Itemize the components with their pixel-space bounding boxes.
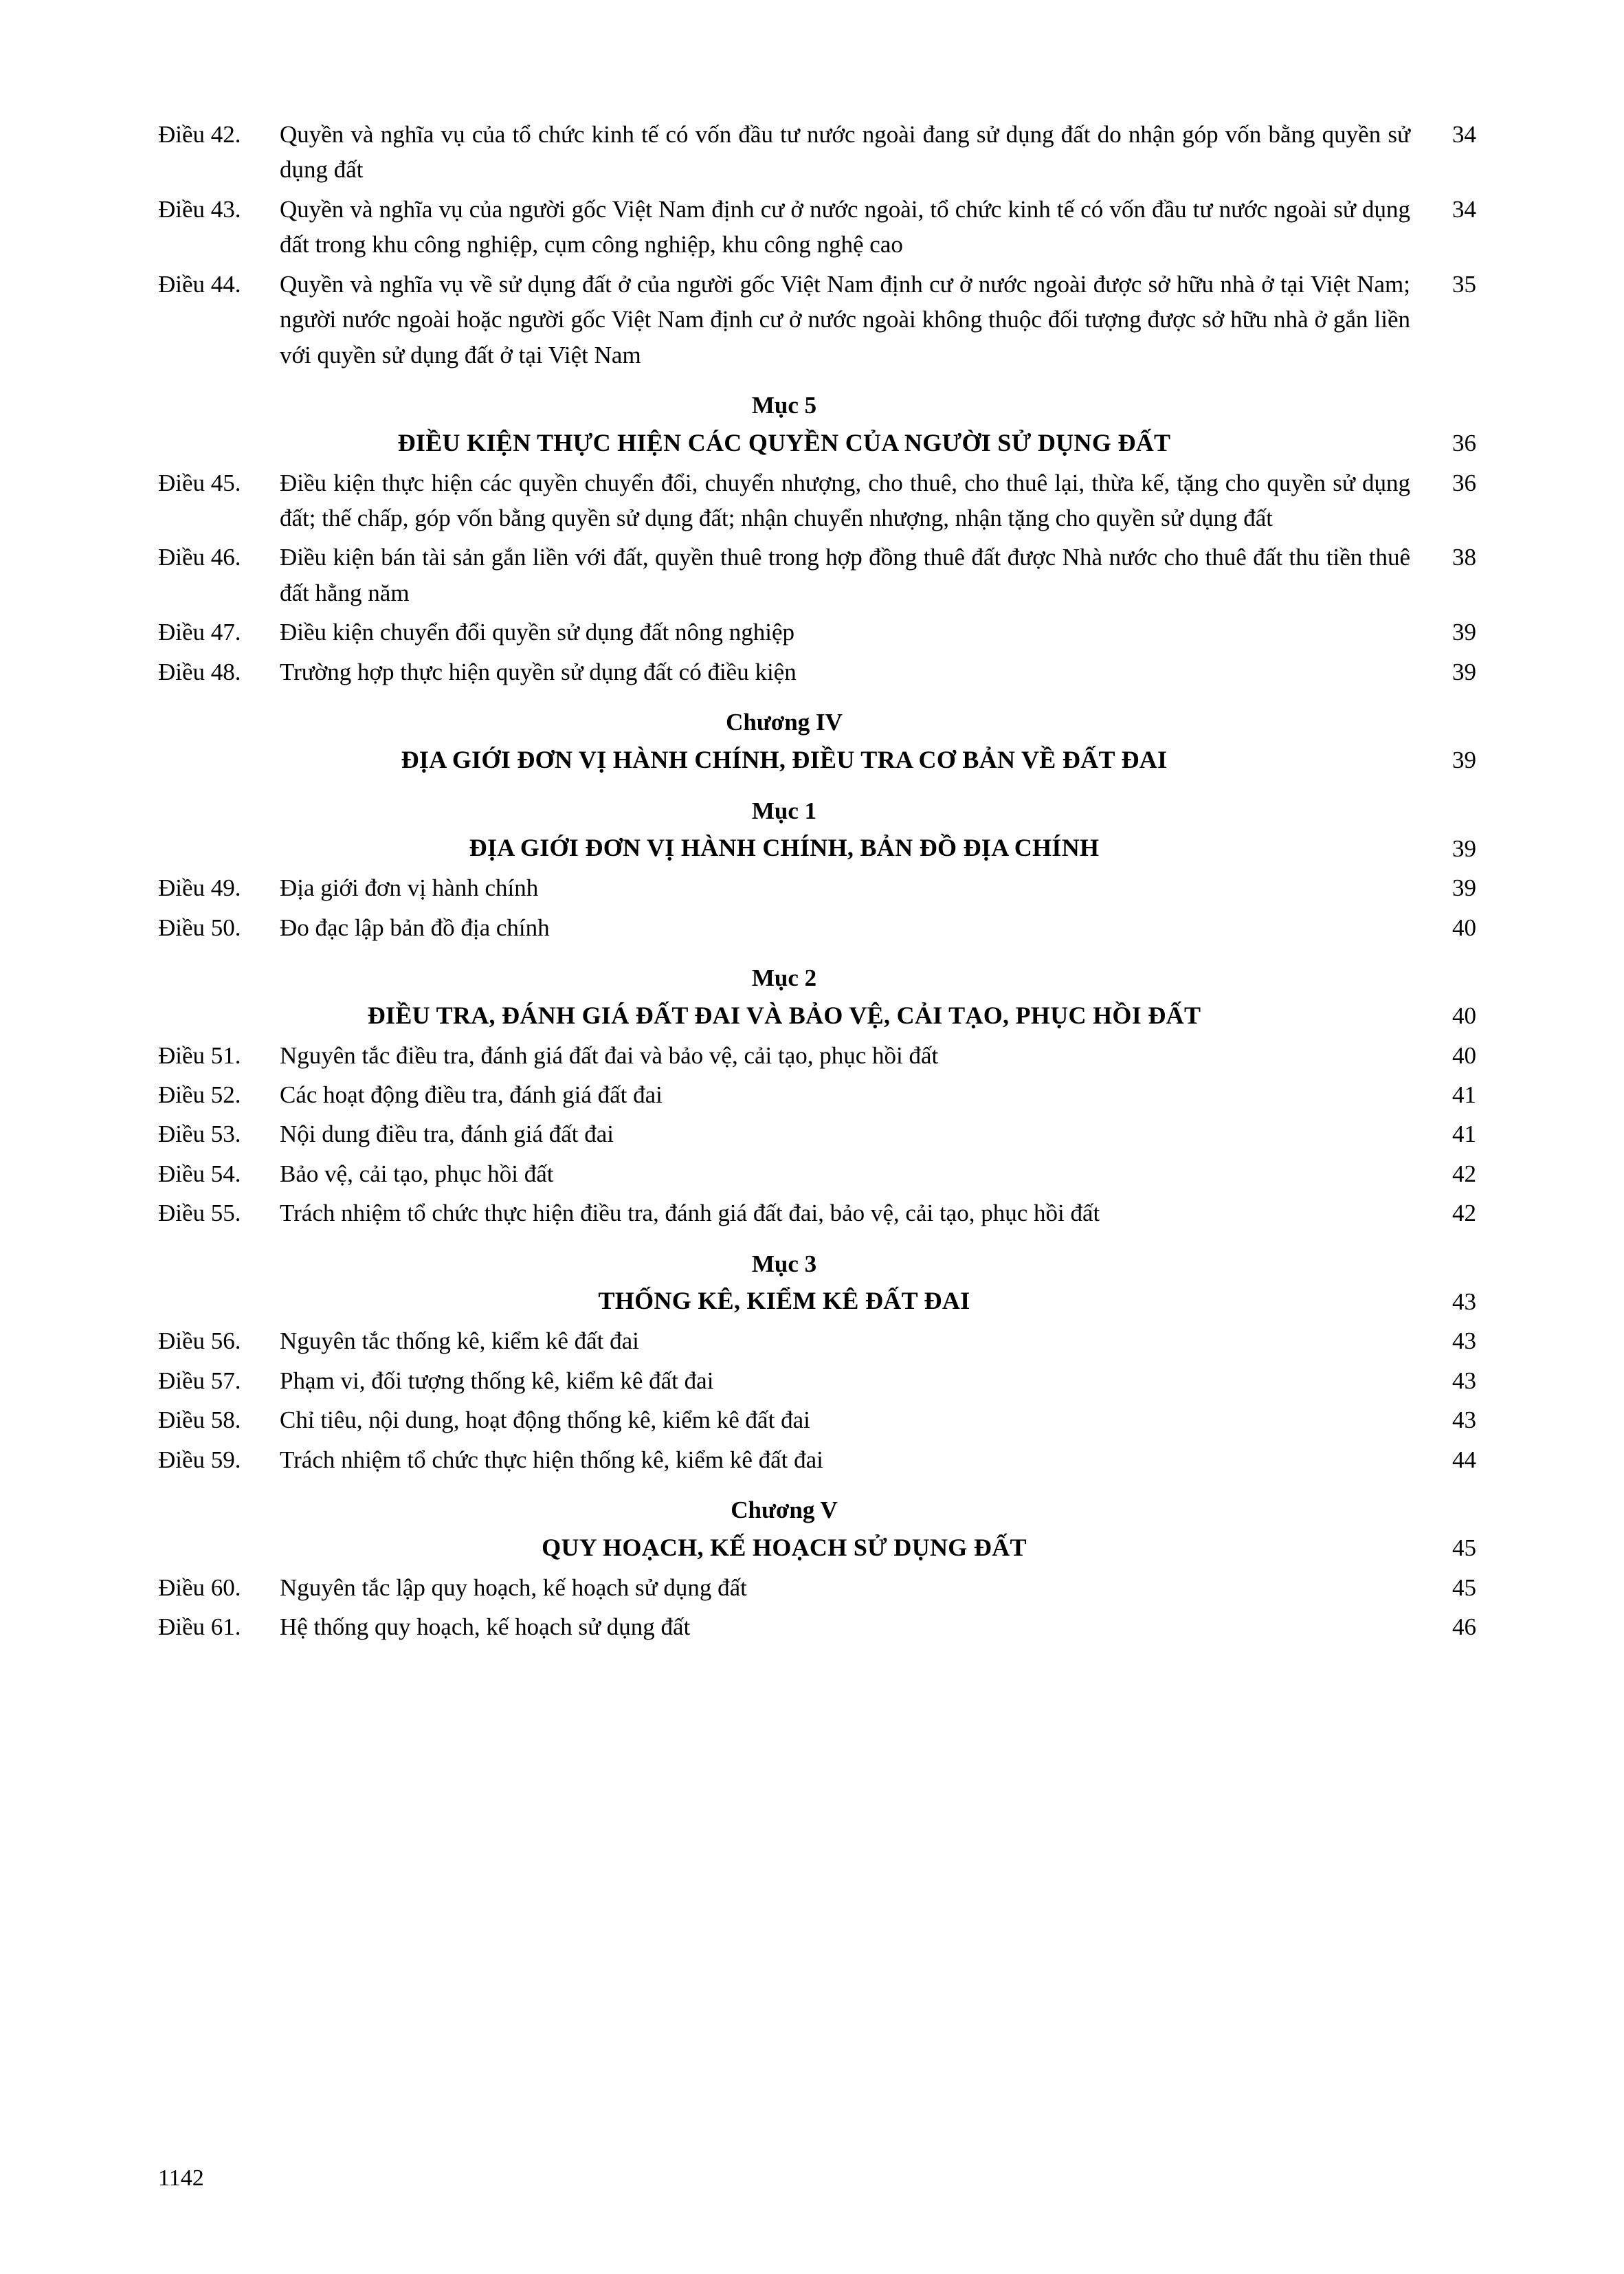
toc-heading-lines (158, 388, 1410, 461)
toc-entry-page: 38 (1452, 544, 1476, 571)
toc-heading[interactable] (158, 1492, 1476, 1566)
toc-entry[interactable] (158, 540, 1476, 610)
toc-heading-page: 39 (1452, 747, 1476, 774)
toc-entry-title: Nội dung điều tra, đánh giá đất đai (280, 1121, 614, 1148)
table-of-contents (158, 117, 1476, 1644)
toc-entry[interactable] (158, 1195, 1476, 1230)
toc-entry-number: Điều 61. (158, 1613, 241, 1640)
toc-entry-page: 42 (1452, 1200, 1476, 1227)
toc-entry-body (158, 1570, 1410, 1605)
toc-entry-body (158, 192, 1410, 263)
toc-heading-line2: ĐỊA GIỚI ĐƠN VỊ HÀNH CHÍNH, BẢN ĐỒ ĐỊA CHÍNH (469, 834, 1100, 862)
toc-entry-number: Điều 54. (158, 1160, 241, 1187)
toc-entry-title: Điều kiện chuyển đổi quyền sử dụng đất nông nghiệp (280, 619, 794, 646)
toc-entry[interactable] (158, 1442, 1476, 1477)
toc-entry-body (158, 1363, 1410, 1398)
toc-heading-lines (158, 705, 1410, 778)
toc-entry[interactable] (158, 870, 1476, 905)
toc-entry-body (158, 615, 1410, 650)
toc-entry-number: Điều 53. (158, 1121, 241, 1148)
toc-heading-lines (158, 960, 1410, 1034)
toc-entry-body (158, 117, 1410, 188)
toc-entry-title: Trách nhiệm tổ chức thực hiện thống kê, kiểm kê đất đai (280, 1446, 823, 1473)
toc-entry-body (158, 870, 1410, 905)
toc-entry-page: 39 (1452, 619, 1476, 646)
toc-entry-title: Đo đạc lập bản đồ địa chính (280, 914, 550, 941)
toc-entry-number: Điều 48. (158, 658, 241, 685)
toc-heading-lines (158, 1246, 1410, 1320)
toc-entry-body (158, 1609, 1410, 1644)
toc-entry-number: Điều 50. (158, 914, 241, 941)
toc-heading-page: 43 (1452, 1288, 1476, 1315)
toc-entry-title: Các hoạt động điều tra, đánh giá đất đai (280, 1081, 663, 1108)
toc-heading[interactable] (158, 705, 1476, 778)
toc-entry-page: 39 (1452, 658, 1476, 685)
toc-entry[interactable] (158, 1323, 1476, 1358)
toc-entry[interactable] (158, 117, 1476, 188)
toc-entry-title: Nguyên tắc lập quy hoạch, kế hoạch sử dụng đất (280, 1574, 747, 1601)
toc-entry-body (158, 1442, 1410, 1477)
toc-heading-page: 45 (1452, 1534, 1476, 1562)
toc-entry[interactable] (158, 1363, 1476, 1398)
toc-entry-title: Điều kiện thực hiện các quyền chuyển đổi, chuyển nhượng, cho thuê, cho thuê lại, thừa kế, tặng cho quyền sử dụng đất; thế chấp, góp vốn bằng quyền sử dụng đất; nhận chuyển nhượng, nhận tặng cho quyền sử dụng đất (280, 469, 1410, 531)
toc-entry-number: Điều 55. (158, 1200, 241, 1227)
toc-entry[interactable] (158, 267, 1476, 373)
toc-heading-line2: QUY HOẠCH, KẾ HOẠCH SỬ DỤNG ĐẤT (542, 1533, 1027, 1561)
toc-entry-page: 34 (1452, 121, 1476, 148)
toc-entry[interactable] (158, 1570, 1476, 1605)
toc-heading-line2: ĐIỀU TRA, ĐÁNH GIÁ ĐẤT ĐAI VÀ BẢO VỆ, CẢI TẠO, PHỤC HỒI ĐẤT (367, 1001, 1201, 1029)
toc-entry-page: 36 (1452, 469, 1476, 496)
toc-heading-line1: Mục 2 (751, 964, 817, 992)
toc-entry-title: Quyền và nghĩa vụ của người gốc Việt Nam định cư ở nước ngoài, tổ chức kinh tế có vốn đầu tư nước ngoài sử dụng đất trong khu công nghiệp, cụm công nghiệp, khu công nghệ cao (280, 195, 1410, 258)
toc-entry-body (158, 1402, 1410, 1437)
toc-heading-line1: Chương V (731, 1497, 838, 1523)
toc-entry-page: 40 (1452, 914, 1476, 941)
toc-heading[interactable] (158, 793, 1476, 867)
toc-entry-page: 43 (1452, 1327, 1476, 1355)
toc-entry-page: 39 (1452, 874, 1476, 902)
toc-entry-page: 43 (1452, 1406, 1476, 1434)
toc-entry[interactable] (158, 615, 1476, 650)
toc-entry-number: Điều 46. (158, 544, 241, 571)
toc-heading-lines (158, 793, 1410, 867)
toc-entry-page: 44 (1452, 1446, 1476, 1473)
toc-entry-page: 46 (1452, 1613, 1476, 1640)
toc-entry-number: Điều 58. (158, 1406, 241, 1434)
toc-entry-body (158, 1323, 1410, 1358)
toc-entry-page: 43 (1452, 1367, 1476, 1394)
toc-entry[interactable] (158, 1402, 1476, 1437)
toc-entry-number: Điều 49. (158, 874, 241, 902)
toc-entry-page: 40 (1452, 1041, 1476, 1069)
toc-heading-line1: Mục 5 (751, 392, 817, 419)
toc-entry-page: 41 (1452, 1121, 1476, 1148)
toc-heading-line1: Chương IV (726, 709, 843, 736)
toc-entry[interactable] (158, 910, 1476, 945)
toc-entry-body (158, 1077, 1410, 1112)
toc-heading-page: 40 (1452, 1002, 1476, 1030)
toc-heading-line2: ĐỊA GIỚI ĐƠN VỊ HÀNH CHÍNH, ĐIỀU TRA CƠ BẢN VỀ ĐẤT ĐAI (401, 745, 1168, 773)
toc-entry-number: Điều 44. (158, 270, 241, 298)
toc-entry-number: Điều 59. (158, 1446, 241, 1473)
toc-entry-number: Điều 43. (158, 195, 241, 223)
toc-entry-body (158, 1195, 1410, 1230)
toc-heading-lines (158, 1492, 1410, 1566)
toc-heading-line2: ĐIỀU KIỆN THỰC HIỆN CÁC QUYỀN CỦA NGƯỜI SỬ DỤNG ĐẤT (397, 428, 1171, 456)
toc-heading[interactable] (158, 960, 1476, 1034)
toc-entry[interactable] (158, 1077, 1476, 1112)
toc-entry[interactable] (158, 1038, 1476, 1073)
toc-entry-number: Điều 60. (158, 1574, 241, 1601)
toc-entry-number: Điều 56. (158, 1327, 241, 1355)
toc-heading[interactable] (158, 388, 1476, 461)
toc-heading-line1: Mục 1 (751, 797, 817, 824)
toc-entry-title: Nguyên tắc điều tra, đánh giá đất đai và bảo vệ, cải tạo, phục hồi đất (280, 1041, 939, 1069)
toc-entry-title: Phạm vi, đối tượng thống kê, kiểm kê đất đai (280, 1367, 714, 1394)
toc-heading[interactable] (158, 1246, 1476, 1320)
toc-entry-number: Điều 57. (158, 1367, 241, 1394)
toc-entry-page: 34 (1452, 195, 1476, 223)
toc-entry-number: Điều 47. (158, 619, 241, 646)
toc-entry[interactable] (158, 1116, 1476, 1151)
toc-entry-page: 42 (1452, 1160, 1476, 1187)
toc-entry-page: 41 (1452, 1081, 1476, 1108)
toc-entry-title: Quyền và nghĩa vụ của tổ chức kinh tế có vốn đầu tư nước ngoài đang sử dụng đất do nhận góp vốn bằng quyền sử dụng đất (280, 121, 1410, 184)
toc-entry-title: Trách nhiệm tổ chức thực hiện điều tra, đánh giá đất đai, bảo vệ, cải tạo, phục hồi đất (280, 1200, 1100, 1227)
toc-entry-number: Điều 51. (158, 1041, 241, 1069)
toc-entry-number: Điều 45. (158, 469, 241, 496)
toc-entry-title: Nguyên tắc thống kê, kiểm kê đất đai (280, 1327, 639, 1355)
toc-heading-line2: THỐNG KÊ, KIỂM KÊ ĐẤT ĐAI (598, 1287, 970, 1315)
toc-entry-number: Điều 42. (158, 121, 241, 148)
toc-entry-title: Điều kiện bán tài sản gắn liền với đất, quyền thuê trong hợp đồng thuê đất được Nhà nước cho thuê đất thu tiền thuê đất hằng năm (280, 544, 1410, 606)
toc-entry[interactable] (158, 192, 1476, 263)
toc-entry-title: Hệ thống quy hoạch, kế hoạch sử dụng đất (280, 1613, 691, 1640)
toc-entry-page: 35 (1452, 270, 1476, 298)
toc-entry-body (158, 465, 1410, 536)
page-number-footer: 1142 (158, 2165, 204, 2192)
toc-entry-title: Trường hợp thực hiện quyền sử dụng đất có điều kiện (280, 658, 797, 685)
toc-heading-line1: Mục 3 (751, 1250, 817, 1277)
toc-entry-number: Điều 52. (158, 1081, 241, 1108)
toc-entry[interactable] (158, 1156, 1476, 1191)
toc-entry[interactable] (158, 1609, 1476, 1644)
toc-entry-body (158, 654, 1410, 689)
toc-entry-body (158, 1116, 1410, 1151)
toc-entry-body (158, 1156, 1410, 1191)
toc-entry[interactable] (158, 654, 1476, 689)
toc-entry-title: Quyền và nghĩa vụ về sử dụng đất ở của người gốc Việt Nam định cư ở nước ngoài được sở hữu nhà ở tại Việt Nam; người nước ngoài hoặc người gốc Việt Nam định cư ở nước ngoài không thuộc đối tượng được sở hữu nhà ở gắn liền với quyền sử dụng đất ở tại Việt Nam (280, 270, 1410, 368)
toc-entry-body (158, 540, 1410, 610)
toc-entry-title: Chỉ tiêu, nội dung, hoạt động thống kê, kiểm kê đất đai (280, 1406, 810, 1434)
toc-entry[interactable] (158, 465, 1476, 536)
toc-heading-page: 39 (1452, 835, 1476, 862)
toc-entry-body (158, 267, 1410, 373)
toc-entry-body (158, 1038, 1410, 1073)
toc-entry-title: Địa giới đơn vị hành chính (280, 874, 539, 902)
toc-entry-body (158, 910, 1410, 945)
toc-heading-page: 36 (1452, 430, 1476, 457)
toc-entry-title: Bảo vệ, cải tạo, phục hồi đất (280, 1160, 554, 1187)
toc-entry-page: 45 (1452, 1574, 1476, 1601)
